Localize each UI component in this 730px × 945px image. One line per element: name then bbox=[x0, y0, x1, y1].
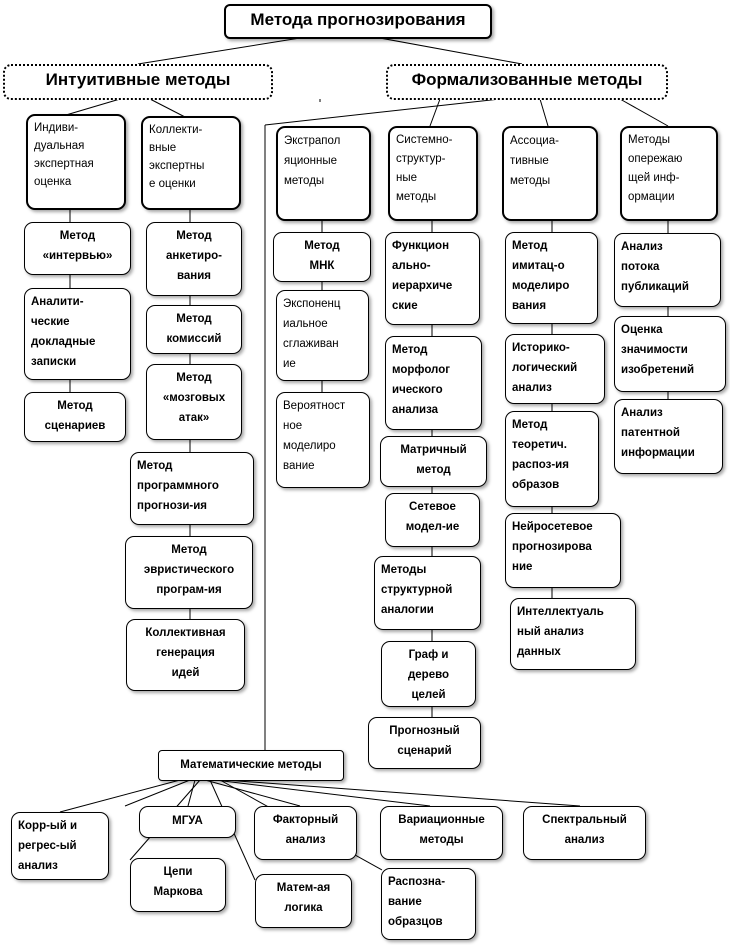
analytical-reports bbox=[24, 288, 131, 380]
markov-chains bbox=[130, 858, 226, 912]
neural-network-forecasting bbox=[505, 513, 621, 588]
box-text-line: ально- bbox=[392, 260, 431, 272]
box-text-line: ормации bbox=[628, 191, 675, 203]
box-text-line: метод bbox=[416, 464, 451, 476]
box-text-line: значимости bbox=[621, 344, 688, 356]
box-text-line: Экстрапол bbox=[284, 135, 341, 147]
extrapolation-methods bbox=[276, 126, 371, 221]
box-text-line: образов bbox=[512, 479, 560, 491]
pattern-recognition bbox=[381, 868, 476, 940]
box-text-line: прогнозирова bbox=[512, 541, 592, 553]
box-text-line: имитац-о bbox=[512, 260, 565, 272]
box-text-line: методы bbox=[510, 175, 551, 187]
functional-hierarchical bbox=[385, 232, 480, 325]
box-text-line: ские bbox=[392, 300, 418, 312]
gmdh-method bbox=[139, 806, 236, 838]
box-text-line: распоз-ия bbox=[512, 459, 569, 471]
box-text-line: Метод bbox=[57, 400, 93, 412]
box-text-line: анализа bbox=[392, 404, 439, 416]
box-text-line: Цепи bbox=[163, 866, 193, 878]
box-text-line: прогнози-ия bbox=[137, 500, 207, 512]
box-text-line: публикаций bbox=[621, 281, 689, 293]
box-text-line: Оценка bbox=[621, 324, 663, 336]
box-text-line: иерархиче bbox=[392, 280, 453, 292]
box-text-line: Маркова bbox=[153, 886, 203, 898]
box-text-line: Метод bbox=[137, 460, 173, 472]
box-text-line: Метод bbox=[59, 230, 96, 242]
method-heuristic-programming bbox=[125, 536, 253, 609]
box-text-line: Матем-ая bbox=[276, 882, 331, 894]
box-text-line: комиссий bbox=[166, 333, 222, 345]
advanced-information-methods bbox=[620, 126, 718, 221]
box-text-line: вные bbox=[149, 142, 177, 154]
associative-methods bbox=[502, 126, 598, 221]
probabilistic-modeling bbox=[276, 392, 370, 488]
system-structural-methods bbox=[388, 126, 478, 221]
box-text-line: методы bbox=[284, 175, 325, 187]
box-text-line: Факторный bbox=[272, 814, 339, 826]
box-text-line: Системно- bbox=[396, 134, 453, 146]
forecast-scenario bbox=[368, 717, 481, 769]
formalized-methods-header: Формализованные методы bbox=[386, 64, 668, 100]
box-text-line: аналогии bbox=[381, 604, 434, 616]
box-text-line: дуальная bbox=[34, 140, 85, 152]
box-text-line: програм-ия bbox=[156, 584, 222, 596]
box-text-line: Коллекти- bbox=[149, 124, 203, 136]
box-text-line: методы bbox=[419, 834, 464, 846]
collective-expert-assessment bbox=[141, 116, 241, 210]
box-text-line: тивные bbox=[510, 155, 549, 167]
box-text-line: анализ bbox=[512, 382, 552, 394]
box-text-line: моделиро bbox=[283, 440, 336, 452]
mathematical-logic bbox=[255, 874, 352, 928]
box-text-line: Вероятност bbox=[283, 400, 346, 412]
box-text-line: е оценки bbox=[149, 178, 196, 190]
matrix-method bbox=[380, 436, 487, 487]
method-questionnaire bbox=[146, 222, 242, 296]
box-text-line: вание bbox=[283, 460, 315, 472]
correlation-regression-analysis bbox=[11, 812, 109, 880]
collective-idea-generation bbox=[126, 619, 245, 691]
box-text-line: яционные bbox=[284, 155, 337, 167]
box-text-line: «интервью» bbox=[42, 250, 113, 262]
method-least-squares bbox=[273, 232, 371, 282]
method-interview bbox=[24, 222, 131, 275]
mathematical-methods-header: Математические методы bbox=[158, 750, 344, 781]
box-text-line: вание bbox=[388, 896, 422, 908]
method-commissions bbox=[146, 305, 242, 354]
box-text-line: дерево bbox=[407, 669, 450, 681]
patent-information-analysis bbox=[614, 399, 723, 474]
box-text-line: Метод bbox=[171, 544, 207, 556]
individual-expert-assessment bbox=[26, 114, 126, 210]
goal-graph-tree bbox=[381, 641, 476, 707]
box-text-line: моделиро bbox=[512, 280, 570, 292]
box-text-line: Метод bbox=[512, 419, 548, 431]
box-text-line: щей инф- bbox=[628, 172, 680, 184]
box-text-line: регрес-ый bbox=[18, 840, 77, 852]
box-text-line: Сетевое bbox=[409, 501, 456, 513]
box-text-line: образцов bbox=[388, 916, 443, 928]
box-text-line: ние bbox=[512, 561, 533, 573]
method-scenarios bbox=[24, 392, 126, 442]
box-text-line: Историко- bbox=[512, 342, 570, 354]
box-text-line: ный анализ bbox=[517, 626, 584, 638]
box-text-line: Экспоненц bbox=[283, 298, 341, 310]
box-text-line: ического bbox=[392, 384, 443, 396]
historical-logical-analysis bbox=[505, 334, 605, 404]
box-text-line: Метод bbox=[176, 313, 212, 325]
intuitive-methods-header: Интуитивные методы bbox=[3, 64, 273, 100]
box-text-line: Интеллектуаль bbox=[517, 606, 604, 618]
box-text-line: Анализ bbox=[621, 241, 663, 253]
box-text-line: докладные bbox=[31, 336, 96, 348]
box-text-line: Спектральный bbox=[542, 814, 627, 826]
box-text-line: Вариационные bbox=[398, 814, 485, 826]
box-text-line: Метод bbox=[304, 240, 340, 252]
box-text-line: структурной bbox=[381, 584, 453, 596]
box-text-line: логика bbox=[284, 902, 323, 914]
box-text-line: Прогнозный bbox=[389, 725, 460, 737]
box-text-line: Методы bbox=[628, 134, 670, 146]
box-text-line: целей bbox=[411, 689, 446, 701]
box-text-line: Корр-ый и bbox=[18, 820, 78, 832]
method-program-forecasting bbox=[130, 452, 254, 525]
box-text-line: информации bbox=[621, 447, 695, 459]
box-text-line: Нейросетевое bbox=[512, 521, 593, 533]
box-text-line: Ассоциа- bbox=[510, 135, 559, 147]
publication-flow-analysis bbox=[614, 233, 721, 307]
box-text-line: иальное bbox=[283, 318, 328, 330]
simulation-modeling bbox=[505, 232, 598, 324]
box-text-line: ные bbox=[396, 172, 418, 184]
spectral-analysis bbox=[523, 806, 646, 860]
box-text-line: Коллективная bbox=[145, 627, 226, 639]
network-modeling bbox=[385, 493, 480, 547]
factor-analysis bbox=[254, 806, 357, 860]
box-text-line: Анализ bbox=[621, 407, 663, 419]
variational-methods bbox=[380, 806, 503, 860]
box-text-line: морфолог bbox=[392, 364, 451, 376]
box-text-line: сценариев bbox=[44, 420, 106, 432]
box-text-line: Метод bbox=[176, 372, 212, 384]
box-text-line: вания bbox=[176, 270, 212, 282]
box-text-line: программного bbox=[137, 480, 219, 492]
box-text-line: записки bbox=[31, 356, 77, 368]
box-text-line: экспертная bbox=[34, 158, 94, 170]
box-text-line: Метод bbox=[512, 240, 548, 252]
box-text-line: теоретич. bbox=[512, 439, 567, 451]
structural-analogy-methods bbox=[374, 556, 481, 630]
box-text-line: анкетиро- bbox=[166, 250, 222, 262]
box-text-line: опережаю bbox=[628, 153, 683, 165]
box-text-line: модел-ие bbox=[405, 521, 460, 533]
invention-significance-assessment bbox=[614, 316, 726, 392]
box-text-line: анализ bbox=[285, 834, 326, 846]
box-text-line: Функцион bbox=[392, 240, 450, 252]
box-text-line: ческие bbox=[31, 316, 70, 328]
box-text-line: сценарий bbox=[397, 745, 452, 757]
box-text-line: изобретений bbox=[621, 364, 695, 376]
box-text-line: ие bbox=[283, 358, 296, 370]
box-text-line: МНК bbox=[309, 260, 335, 272]
box-text-line: Аналити- bbox=[31, 296, 84, 308]
box-text-line: экспертны bbox=[149, 160, 205, 172]
box-text-line: Методы bbox=[381, 564, 427, 576]
box-text-line: атак» bbox=[178, 412, 210, 424]
exponential-smoothing bbox=[276, 290, 369, 381]
box-text-line: генерация bbox=[156, 647, 215, 659]
box-text-line: МГУА bbox=[172, 815, 203, 827]
box-text-line: эвристического bbox=[143, 564, 235, 576]
box-text-line: Граф и bbox=[408, 649, 449, 661]
box-text-line: идей bbox=[171, 667, 200, 679]
morphological-analysis bbox=[385, 336, 482, 430]
box-text-line: «мозговых bbox=[162, 392, 226, 404]
box-text-line: Распозна- bbox=[388, 876, 446, 888]
box-text-line: методы bbox=[396, 191, 437, 203]
box-text-line: структур- bbox=[396, 153, 446, 165]
box-text-line: ное bbox=[283, 420, 303, 432]
intelligent-data-analysis bbox=[510, 598, 636, 670]
box-text-line: логический bbox=[512, 362, 578, 374]
box-text-line: Метод bbox=[392, 344, 428, 356]
box-text-line: данных bbox=[517, 646, 561, 658]
box-text-line: анализ bbox=[564, 834, 605, 846]
theoretical-pattern-recognition bbox=[505, 411, 599, 507]
box-text-line: патентной bbox=[621, 427, 680, 439]
box-text-line: оценка bbox=[34, 176, 72, 188]
method-brainstorming bbox=[146, 364, 242, 440]
box-text-line: сглаживан bbox=[283, 338, 339, 350]
box-text-line: анализ bbox=[18, 860, 58, 872]
box-text-line: потока bbox=[621, 261, 660, 273]
diagram-title: Метода прогнозирования bbox=[224, 4, 492, 39]
box-text-line: вания bbox=[512, 300, 547, 312]
box-text-line: Индиви- bbox=[34, 122, 79, 134]
box-text-line: Матричный bbox=[400, 444, 467, 456]
box-text-line: Метод bbox=[176, 230, 212, 242]
